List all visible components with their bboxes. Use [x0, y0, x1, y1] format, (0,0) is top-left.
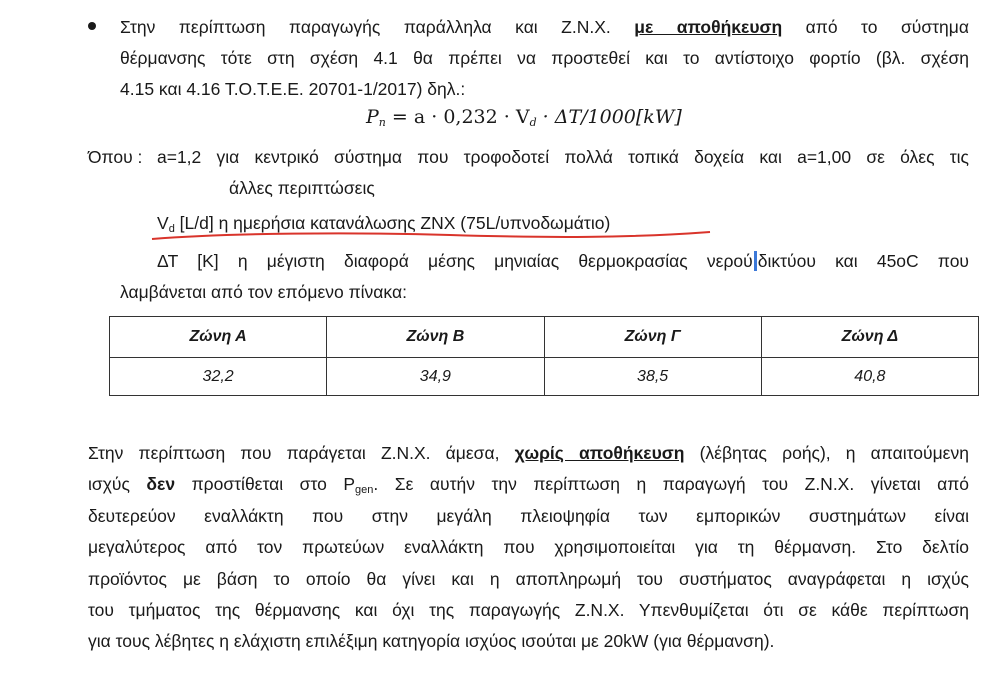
table-cell: 38,5	[544, 358, 761, 396]
paragraph-line-3: δευτερεύον εναλλάκτη που στην μεγάλη πλειοψηφία των εμπορικών συστημάτων είναι	[88, 506, 969, 526]
table-header-row	[110, 317, 979, 358]
bullet-line-2: θέρμανσης τότε στη σχέση 4.1 θα πρέπει να προστεθεί και το αντίστοιχο φορτίο (βλ. σχέση	[120, 48, 969, 68]
spellcheck-underline	[150, 230, 715, 244]
bullet-point	[88, 22, 96, 30]
paragraph-line-1: Στην περίπτωση που παράγεται Ζ.Ν.Χ. άμεσα, χωρίς αποθήκευση (λέβητας ροής), η απαιτούμενη	[88, 443, 969, 463]
formula-pn: $P_n = a \cdot 0,232 \cdot V_d \cdot \Delta T/1000[kW]$	[366, 106, 682, 129]
bullet-line-3: 4.15 και 4.16 Τ.Ο.Τ.Ε.Ε. 20701-1/2017) δηλ.:	[120, 79, 466, 99]
table-cell: 32,2	[110, 358, 327, 396]
paragraph-line-5: προϊόντος με βάση το οποίο θα γίνει και η αποπληρωμή του συστήματος αναγράφεται η ισχύς	[88, 569, 969, 589]
paragraph-line-4: μεγαλύτερος από τον πρωτεύων εναλλάκτη που χρησιμοποιείται για τη θέρμανση. Στο δελτίο	[88, 537, 969, 557]
table-header-cell: Ζώνη Α	[110, 317, 327, 358]
paragraph-line-6: του τμήματος της θέρμανσης και όχι της παραγωγής Ζ.Ν.Χ. Υπενθυμίζεται ότι σε κάθε περίπτωση	[88, 600, 969, 620]
bold-underlined-text: χωρίς αποθήκευση	[514, 443, 685, 463]
table-header-cell: Ζώνη Γ	[544, 317, 761, 358]
bold-underlined-text: με αποθήκευση	[634, 17, 783, 37]
paragraph-line-7: για τους λέβητες η ελάχιστη επιλέξιμη κατηγορία ισχύος ισούται με 20kW (για θέρμανση).	[88, 631, 775, 651]
where-dt-line-2: λαμβάνεται από τον επόμενο πίνακα:	[120, 282, 407, 302]
where-prefix: Όπου :	[88, 147, 143, 167]
where-vd-line: $V_d$ [L/d] η ημερήσια κατανάλωσης ZNX (75L/υπνοδωμάτιο)	[157, 213, 611, 235]
where-a-line-1: a=1,2 για κεντρικό σύστημα που τροφοδοτεί πολλά τοπικά δοχεία και a=1,00 σε όλες τις	[157, 147, 969, 167]
text-cursor	[754, 251, 757, 271]
table-row	[110, 358, 979, 396]
bullet-line-1: Στην περίπτωση παραγωγής παράλληλα και Ζ.Ν.Χ. με αποθήκευση από το σύστημα	[120, 17, 969, 37]
table-cell: 40,8	[761, 358, 978, 396]
where-dt-line-1: ΔΤ [Κ] η μέγιστη διαφορά μέσης μηνιαίας θερμοκρασίας νερού δικτύου και 45oC που	[157, 251, 969, 271]
zones-table	[109, 316, 979, 396]
table-header-cell: Ζώνη Β	[327, 317, 544, 358]
table-header-cell: Ζώνη Δ	[761, 317, 978, 358]
table-cell: 34,9	[327, 358, 544, 396]
paragraph-line-2: ισχύς δεν προστίθεται στο $P_{gen}$. Σε αυτήν την περίπτωση η παραγωγή του Ζ.Ν.Χ. γίνεται από	[88, 474, 970, 496]
where-a-line-2: άλλες περιπτώσεις	[229, 178, 375, 198]
bold-text: δεν	[146, 474, 176, 494]
